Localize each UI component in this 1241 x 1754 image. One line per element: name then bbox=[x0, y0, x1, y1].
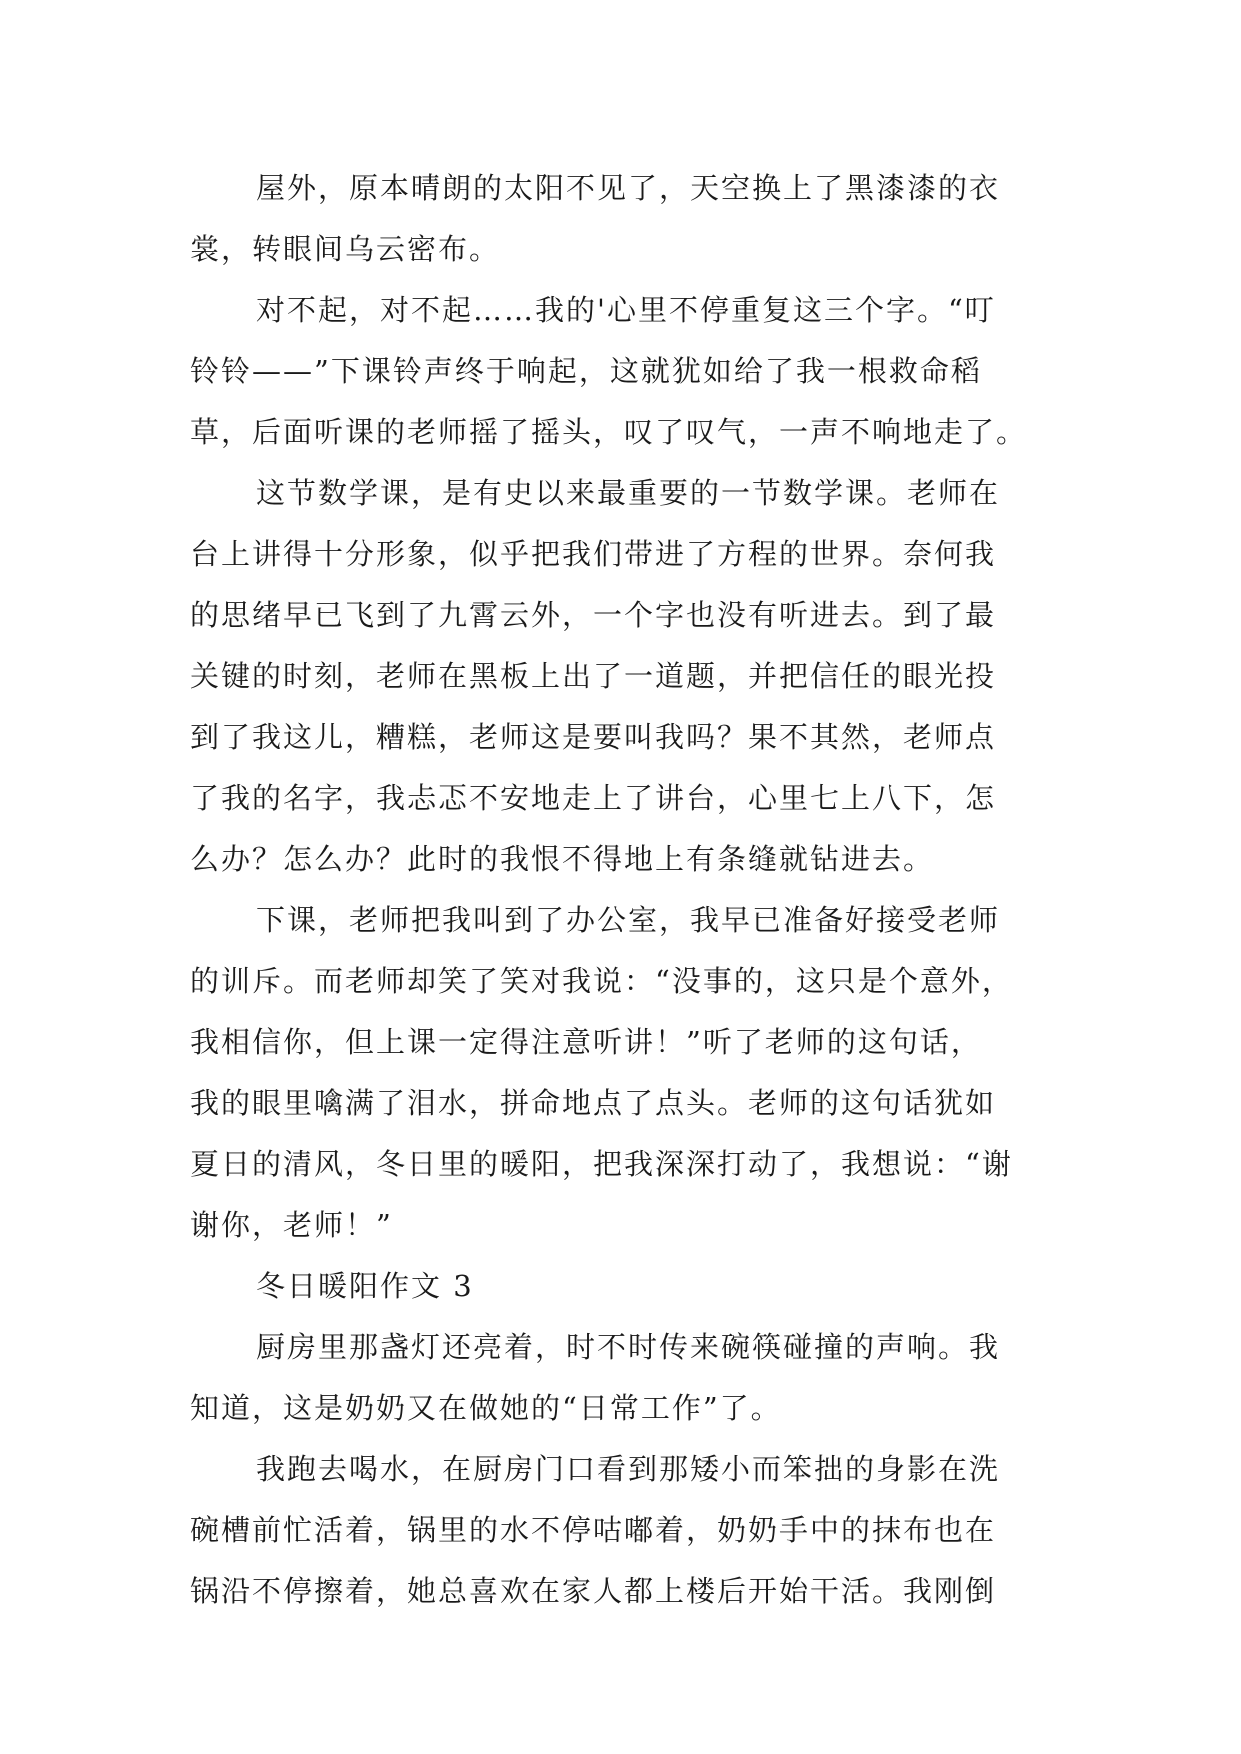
text-line: 台上讲得十分形象，似乎把我们带进了方程的世界。奈何我 bbox=[190, 537, 997, 571]
text-line: 碗槽前忙活着，锅里的水不停咕嘟着，奶奶手中的抹布也在 bbox=[190, 1513, 997, 1547]
text-line: 屋外，原本晴朗的太阳不见了，天空换上了黑漆漆的衣 bbox=[256, 171, 1001, 205]
text-line: 下课，老师把我叫到了办公室，我早已准备好接受老师 bbox=[256, 903, 1001, 937]
text-line: 我的眼里噙满了泪水，拼命地点了点头。老师的这句话犹如 bbox=[190, 1086, 997, 1120]
paragraph bbox=[190, 463, 1050, 890]
paragraph bbox=[190, 280, 1050, 463]
text-line: 这节数学课，是有史以来最重要的一节数学课。老师在 bbox=[256, 476, 1001, 510]
text-line: 对不起，对不起……我的'心里不停重复这三个字。“叮 bbox=[256, 293, 996, 327]
text-line: 知道，这是奶奶又在做她的“日常工作”了。 bbox=[190, 1391, 782, 1425]
heading-text: 冬日暖阳作文 3 bbox=[256, 1269, 474, 1303]
text-line: 的训斥。而老师却笑了笑对我说：“没事的，这只是个意外， bbox=[190, 964, 1013, 998]
text-line: 我跑去喝水，在厨房门口看到那矮小而笨拙的身影在洗 bbox=[256, 1452, 1001, 1486]
paragraph bbox=[190, 1439, 1050, 1622]
section-heading bbox=[190, 1256, 1050, 1317]
text-line: 夏日的清风，冬日里的暖阳，把我深深打动了，我想说：“谢 bbox=[190, 1147, 1013, 1181]
text-line: 到了我这儿，糟糕，老师这是要叫我吗？果不其然，老师点 bbox=[190, 720, 997, 754]
text-line: 了我的名字，我忐忑不安地走上了讲台，心里七上八下，怎 bbox=[190, 781, 997, 815]
text-line: 我相信你，但上课一定得注意听讲！”听了老师的这句话， bbox=[190, 1025, 982, 1059]
text-line: 谢你，老师！” bbox=[190, 1208, 393, 1242]
paragraph bbox=[190, 1317, 1050, 1439]
text-line: 的思绪早已飞到了九霄云外，一个字也没有听进去。到了最 bbox=[190, 598, 997, 632]
paragraph bbox=[190, 890, 1050, 1256]
text-line: 么办？怎么办？此时的我恨不得地上有条缝就钻进去。 bbox=[190, 842, 935, 876]
text-line: 关键的时刻，老师在黑板上出了一道题，并把信任的眼光投 bbox=[190, 659, 997, 693]
text-line: 裳，转眼间乌云密布。 bbox=[190, 232, 501, 266]
document-body bbox=[190, 158, 1050, 1622]
text-line: 铃铃——”下课铃声终于响起，这就犹如给了我一根救命稻 bbox=[190, 354, 982, 388]
text-line: 厨房里那盏灯还亮着，时不时传来碗筷碰撞的声响。我 bbox=[256, 1330, 1001, 1364]
text-line: 草，后面听课的老师摇了摇头，叹了叹气，一声不响地走了。 bbox=[190, 415, 1028, 449]
paragraph bbox=[190, 158, 1050, 280]
text-line: 锅沿不停擦着，她总喜欢在家人都上楼后开始干活。我刚倒 bbox=[190, 1574, 997, 1608]
